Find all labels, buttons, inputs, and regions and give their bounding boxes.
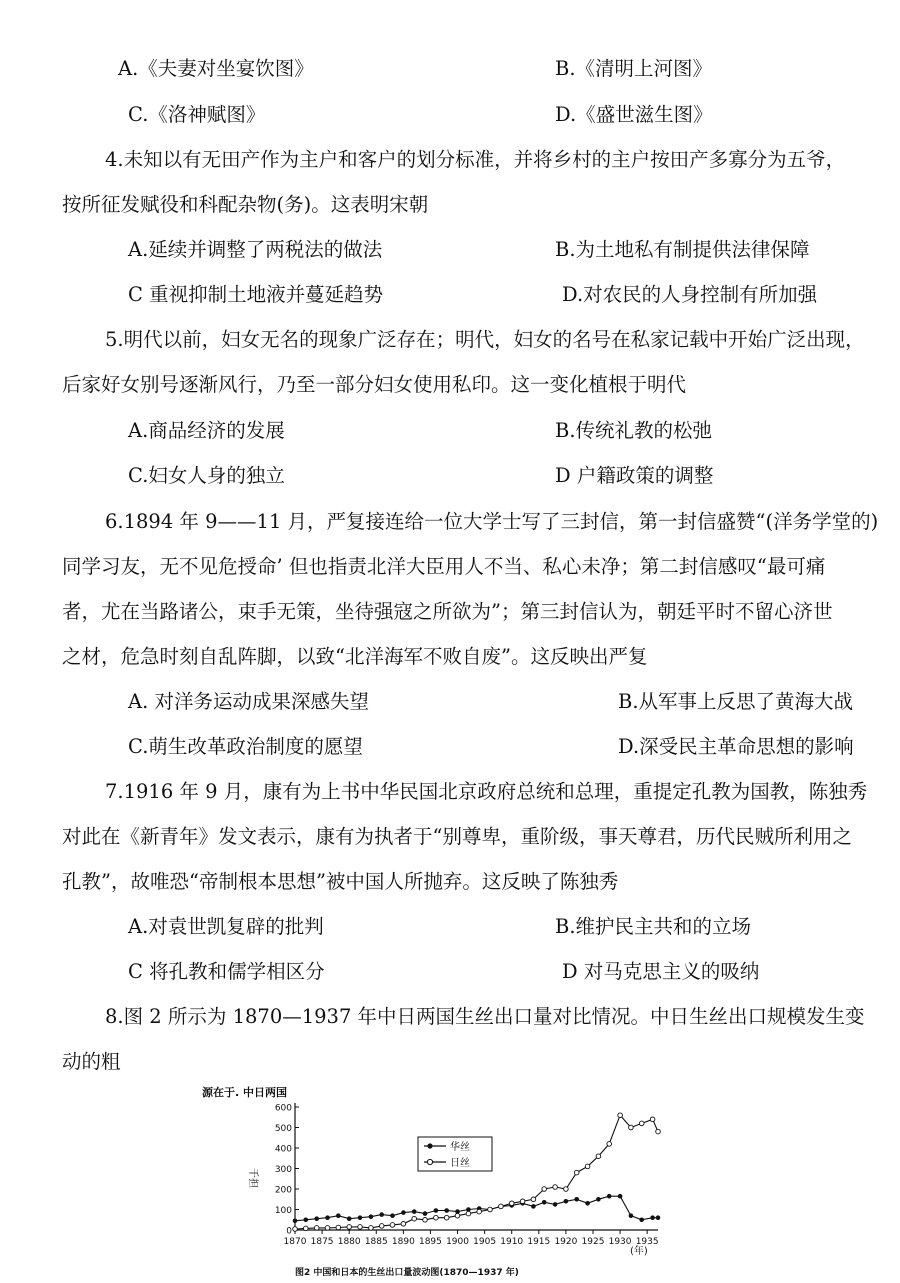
data-point-china bbox=[596, 1197, 601, 1202]
data-point-japan bbox=[401, 1222, 406, 1227]
q3-option-d: D.《盛世滋生图》 bbox=[555, 103, 713, 126]
data-point-japan bbox=[553, 1185, 558, 1190]
q6-option-b: B.从军事上反思了黄海大战 bbox=[618, 690, 854, 713]
y-tick-label: 500 bbox=[274, 1124, 292, 1134]
x-tick-label: 1935 bbox=[635, 1237, 659, 1247]
data-point-china bbox=[607, 1194, 612, 1199]
q4-option-b: B.为土地私有制提供法律保障 bbox=[555, 238, 810, 261]
q5-option-c: C.妇女人身的独立 bbox=[128, 464, 285, 487]
data-point-japan bbox=[509, 1201, 514, 1206]
data-point-china bbox=[574, 1197, 579, 1202]
data-point-china bbox=[390, 1213, 395, 1218]
x-tick-label: 1915 bbox=[527, 1237, 551, 1247]
data-point-china bbox=[639, 1218, 644, 1223]
x-tick-label: 1875 bbox=[310, 1237, 334, 1247]
y-tick-label: 300 bbox=[274, 1165, 292, 1175]
chart-y-axis-label: 千担 bbox=[247, 1168, 258, 1188]
data-point-japan bbox=[347, 1225, 352, 1230]
q7-stem-line-2: 对此在《新青年》发文表示，康有为执者于“别尊卑，重阶级，事天尊君，历代民贼所利用之 bbox=[62, 825, 852, 848]
q6-option-c: C.萌生改革政治制度的愿望 bbox=[128, 735, 363, 758]
x-tick-label: 1905 bbox=[473, 1237, 497, 1247]
q3-option-a: A.《夫妻对坐宴饮图》 bbox=[118, 57, 314, 80]
data-point-japan bbox=[304, 1226, 309, 1231]
data-point-japan bbox=[629, 1125, 634, 1130]
data-point-japan bbox=[369, 1226, 374, 1231]
q4-option-d: D.对农民的人身控制有所加强 bbox=[562, 283, 818, 306]
data-point-china bbox=[629, 1213, 634, 1218]
data-point-japan bbox=[574, 1170, 579, 1175]
q6-stem-line-1: 6.1894 年 9——11 月，严复接连给一位大学士写了三封信，第一封信盛赞“(洋务学堂的) bbox=[105, 510, 879, 533]
data-point-china bbox=[314, 1216, 319, 1221]
legend-marker-china bbox=[427, 1143, 432, 1148]
data-point-japan bbox=[379, 1224, 384, 1229]
chart-x-axis-unit: (年) bbox=[630, 1246, 648, 1257]
q3-option-b: B.《清明上河图》 bbox=[555, 57, 713, 80]
x-tick-label: 1900 bbox=[446, 1237, 469, 1247]
data-point-china bbox=[347, 1216, 352, 1221]
y-tick-label: 0 bbox=[286, 1226, 292, 1237]
data-point-china bbox=[542, 1200, 547, 1205]
data-point-china bbox=[656, 1215, 661, 1220]
data-point-japan bbox=[520, 1199, 525, 1204]
legend-label-china: 华丝 bbox=[450, 1142, 470, 1153]
q6-option-d: D.深受民主革命思想的影响 bbox=[618, 735, 854, 758]
data-point-china bbox=[444, 1208, 449, 1213]
data-point-japan bbox=[564, 1187, 569, 1192]
q7-option-d: D 对马克思主义的吸纳 bbox=[562, 960, 760, 983]
q7-stem-line-3: 孔教”，故唯恐“帝制根本思想”被中国人所抛弃。这反映了陈独秀 bbox=[62, 870, 619, 893]
data-point-japan bbox=[390, 1223, 395, 1228]
q7-option-c: C 将孔教和儒学相区分 bbox=[128, 960, 325, 983]
data-point-japan bbox=[423, 1218, 428, 1223]
data-point-japan bbox=[466, 1211, 471, 1216]
q7-option-a: A.对袁世凯复辟的批判 bbox=[128, 915, 324, 938]
y-tick-label: 600 bbox=[274, 1103, 292, 1114]
data-point-japan bbox=[444, 1215, 449, 1220]
x-tick-label: 1920 bbox=[554, 1237, 578, 1247]
q4-option-a: A.延续并调整了两税法的做法 bbox=[128, 238, 383, 261]
data-point-japan bbox=[639, 1121, 644, 1126]
x-tick-label: 1930 bbox=[608, 1237, 632, 1247]
legend-marker-japan bbox=[427, 1159, 432, 1164]
data-point-china bbox=[412, 1209, 417, 1214]
q6-stem-line-3: 者，尤在当路诸公，束手无策，坐待强寇之所欲为”；第三封信认为，朝廷平时不留心济世 bbox=[62, 600, 833, 623]
chart-caption: 图2 中国和日本的生丝出口量波动图(1870—1937 年) bbox=[295, 1268, 519, 1278]
data-point-china bbox=[423, 1211, 428, 1216]
data-point-japan bbox=[336, 1225, 341, 1230]
data-point-japan bbox=[596, 1154, 601, 1159]
data-point-japan bbox=[434, 1215, 439, 1220]
data-point-japan bbox=[293, 1227, 298, 1232]
q7-stem-line-1: 7.1916 年 9 月，康有为上书中华民国北京政府总统和总理，重提定孔教为国教，陈独秀 bbox=[105, 780, 868, 803]
x-tick-label: 1910 bbox=[500, 1237, 524, 1247]
data-point-china bbox=[293, 1219, 298, 1224]
data-point-japan bbox=[325, 1226, 330, 1231]
data-point-japan bbox=[656, 1129, 661, 1134]
data-point-china bbox=[553, 1202, 558, 1207]
data-point-japan bbox=[499, 1204, 504, 1209]
data-point-china bbox=[304, 1218, 309, 1223]
legend-label-japan: 日丝 bbox=[450, 1158, 470, 1169]
q4-stem-line-1: 4.未知以有无田产作为主户和客户的划分标准，并将乡村的主户按田产多寡分为五爷， bbox=[105, 148, 846, 171]
data-point-japan bbox=[542, 1187, 547, 1192]
q3-option-c: C.《洛神赋图》 bbox=[128, 103, 266, 126]
data-point-china bbox=[369, 1214, 374, 1219]
q5-option-b: B.传统礼教的松弛 bbox=[555, 419, 713, 442]
data-point-china bbox=[336, 1213, 341, 1218]
data-point-china bbox=[585, 1201, 590, 1206]
x-tick-label: 1890 bbox=[391, 1237, 415, 1247]
data-point-china bbox=[325, 1215, 330, 1220]
q5-stem-line-2: 后家好女别号逐渐风行，乃至一部分妇女使用私印。这一变化植根于明代 bbox=[62, 373, 687, 396]
data-point-japan bbox=[358, 1225, 363, 1230]
q5-option-d: D 户籍政策的调整 bbox=[555, 464, 714, 487]
q5-option-a: A.商品经济的发展 bbox=[128, 419, 285, 442]
data-point-japan bbox=[477, 1209, 482, 1214]
y-tick-label: 400 bbox=[274, 1144, 292, 1155]
x-tick-label: 1880 bbox=[337, 1237, 361, 1247]
data-point-japan bbox=[585, 1164, 590, 1169]
y-tick-label: 200 bbox=[274, 1185, 292, 1196]
q7-option-b: B.维护民主共和的立场 bbox=[555, 915, 752, 938]
chart-source-label: 源在于. 中日两国 bbox=[202, 1086, 288, 1099]
data-point-japan bbox=[607, 1142, 612, 1147]
data-point-china bbox=[531, 1204, 536, 1209]
data-point-japan bbox=[618, 1113, 623, 1118]
x-tick-label: 1885 bbox=[364, 1237, 388, 1247]
data-point-japan bbox=[314, 1226, 319, 1231]
data-point-japan bbox=[455, 1213, 460, 1218]
data-point-china bbox=[564, 1199, 569, 1204]
q8-stem-line-2: 动的粗 bbox=[62, 1050, 121, 1073]
data-point-china bbox=[618, 1194, 623, 1199]
q8-stem-line-1: 8.图 2 所示为 1870—1937 年中日两国生丝出口量对比情况。中日生丝出口规模发生变 bbox=[105, 1005, 865, 1028]
x-tick-label: 1870 bbox=[283, 1237, 307, 1247]
q4-stem-line-2: 按所征发赋役和科配杂物(务)。这表明宋朝 bbox=[62, 193, 429, 216]
data-point-japan bbox=[488, 1207, 493, 1212]
q6-stem-line-2: 同学习友，无不见危授命’ 但也指责北洋大臣用人不当、私心未净；第二封信感叹“最可痛 bbox=[62, 555, 826, 578]
q6-stem-line-4: 之材，危急时刻自乱阵脚，以致“北洋海军不败自废”。这反映出严复 bbox=[62, 645, 648, 668]
x-tick-label: 1925 bbox=[581, 1237, 605, 1247]
data-point-china bbox=[379, 1212, 384, 1217]
y-tick-label: 100 bbox=[274, 1206, 292, 1216]
q6-option-a: A. 对洋务运动成果深感失望 bbox=[128, 690, 369, 713]
q5-stem-line-1: 5.明代以前，妇女无名的现象广泛存在；明代，妇女的名号在私家记载中开始广泛出现， bbox=[105, 328, 865, 351]
silk-export-chart bbox=[202, 1082, 680, 1280]
data-point-china bbox=[358, 1215, 363, 1220]
chart-legend bbox=[418, 1137, 492, 1171]
data-point-china bbox=[401, 1210, 406, 1215]
data-point-japan bbox=[531, 1197, 536, 1202]
data-point-china bbox=[434, 1208, 439, 1213]
q4-option-c: C 重视抑制土地液并蔓延趋势 bbox=[128, 283, 384, 306]
data-point-japan bbox=[650, 1117, 655, 1122]
x-tick-label: 1895 bbox=[418, 1237, 442, 1247]
data-point-china bbox=[650, 1215, 655, 1220]
data-point-japan bbox=[412, 1216, 417, 1221]
